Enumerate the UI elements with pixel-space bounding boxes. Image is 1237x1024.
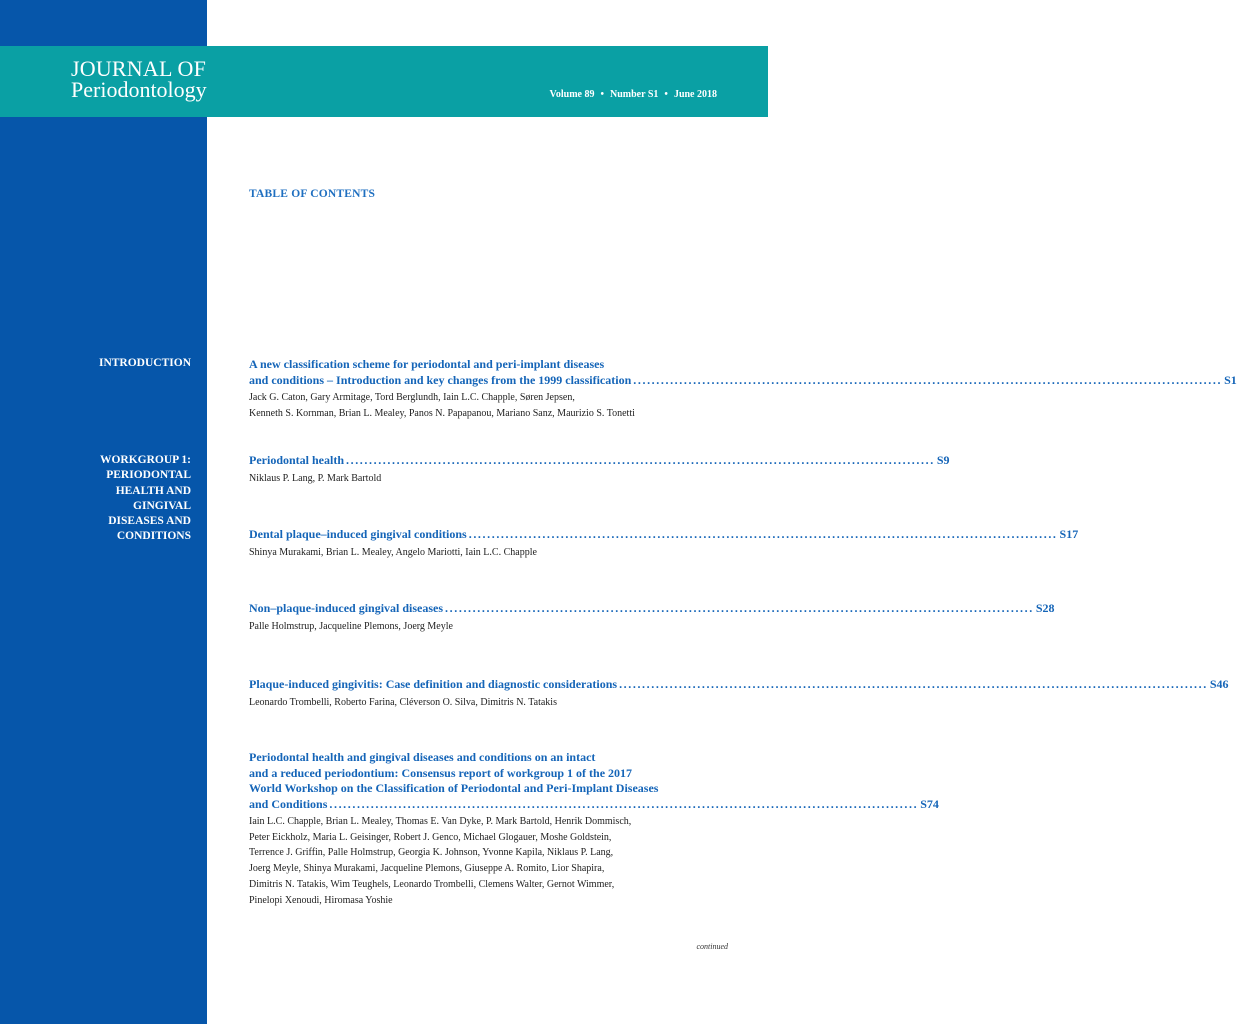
continued-note: continued bbox=[696, 942, 728, 951]
entry-title-line: Periodontal health and gingival diseases and conditions on an intact bbox=[249, 750, 596, 764]
entry-authors: Iain L.C. Chapple, Brian L. Mealey, Thomas E. Van Dyke, P. Mark Bartold, Henrik Dommisch, Peter Eickholz, Maria L. Geisinger, Robert J. Genco, Michael Glogauer, Moshe Goldstein, Terrence J. Griffin, Palle Holmstrup, Georgia K. Johnson, Yvonne Kapila, Niklaus P. Lang, Joerg Meyle, Shinya Murakami, Jacqueline Plemons, Giuseppe A. Romito, Lior Shapira, Dimitris N. Tatakis, Wim Teughels, Leonardo Trombelli, Clemens Walter, Gernot Wimmer, Pinelopi Xenoudi, Hiromasa Yoshie bbox=[249, 816, 632, 906]
entry-title-line-last bbox=[249, 601, 1055, 617]
entry-authors: Leonardo Trombelli, Roberto Farina, Cléverson O. Silva, Dimitris N. Tatakis bbox=[249, 696, 557, 708]
journal-logo bbox=[71, 58, 207, 100]
entry-page-number: S28 bbox=[1035, 601, 1055, 615]
entry-page-number: S1 bbox=[1224, 372, 1237, 387]
toc-entry[interactable] bbox=[249, 453, 950, 486]
number-label: Number S1 bbox=[609, 89, 659, 100]
leader-dots: ................................................................................................................................ bbox=[346, 453, 935, 467]
entry-authors: Niklaus P. Lang, P. Mark Bartold bbox=[249, 472, 382, 484]
leader-dots: ................................................................................................................................ bbox=[329, 796, 919, 811]
toc-entry[interactable] bbox=[249, 601, 1055, 634]
entry-title-line: Non–plaque-induced gingival diseases bbox=[249, 601, 444, 615]
entry-title-line: and a reduced periodontium: Consensus report of workgroup 1 of the 2017 bbox=[249, 765, 633, 780]
entry-title[interactable] bbox=[249, 677, 1229, 693]
journal-name-line2: Periodontology bbox=[71, 77, 207, 102]
entry-authors: Palle Holmstrup, Jacqueline Plemons, Joerg Meyle bbox=[249, 620, 453, 632]
entry-title[interactable] bbox=[249, 601, 1055, 617]
entry-title[interactable] bbox=[249, 453, 950, 469]
entry-title-line: World Workshop on the Classification of Periodontal and Peri-Implant Diseases bbox=[249, 781, 659, 795]
toc-entry[interactable] bbox=[249, 527, 1079, 560]
entry-title-line-last bbox=[249, 796, 939, 813]
volume-label: Volume 89 bbox=[549, 89, 595, 100]
entry-title-line: and conditions – Introduction and key changes from the 1999 classification bbox=[249, 372, 632, 387]
entry-title-line-last bbox=[249, 453, 950, 469]
section-label-introduction: INTRODUCTION bbox=[98, 357, 191, 369]
entry-title-line-last bbox=[249, 677, 1229, 693]
entry-authors: Shinya Murakami, Brian L. Mealey, Angelo Mariotti, Iain L.C. Chapple bbox=[249, 546, 537, 558]
entry-title-line: Periodontal health bbox=[249, 453, 344, 467]
journal-name-line1: JOURNAL OF bbox=[71, 56, 207, 81]
leader-dots: ................................................................................................................................ bbox=[633, 372, 1223, 387]
toc-entry[interactable] bbox=[249, 750, 939, 908]
entry-title-line: Dental plaque–induced gingival conditions bbox=[249, 527, 467, 541]
entry-title[interactable] bbox=[249, 527, 1079, 543]
toc-heading: TABLE OF CONTENTS bbox=[249, 188, 376, 200]
entry-page-number: S74 bbox=[920, 796, 939, 811]
entry-title-line: A new classification scheme for periodontal and peri-implant diseases bbox=[249, 357, 605, 371]
leader-dots: ................................................................................................................................ bbox=[468, 527, 1058, 541]
entry-page-number: S17 bbox=[1059, 527, 1079, 541]
leader-dots: ................................................................................................................................ bbox=[445, 601, 1034, 615]
entry-title-line-last bbox=[249, 372, 1237, 389]
entry-page-number: S9 bbox=[936, 453, 950, 467]
entry-page-number: S46 bbox=[1209, 677, 1229, 691]
section-label-workgroup-1: WORKGROUP 1: PERIODONTAL HEALTH AND GINGIVAL DISEASES AND CONDITIONS bbox=[99, 454, 191, 543]
entry-title[interactable] bbox=[249, 750, 939, 812]
entry-authors: Jack G. Caton, Gary Armitage, Tord Berglundh, Iain L.C. Chapple, Søren Jepsen, Kenneth S. Kornman, Brian L. Mealey, Panos N. Papapanou, Mariano Sanz, Maurizio S. Tonetti bbox=[249, 392, 635, 419]
entry-title-line: Plaque-induced gingivitis: Case definition and diagnostic considerations bbox=[249, 677, 618, 691]
issue-info bbox=[550, 89, 717, 100]
entry-title-line-last bbox=[249, 527, 1079, 543]
entry-title-line: and Conditions bbox=[249, 796, 328, 811]
separator: • bbox=[664, 89, 668, 100]
leader-dots: ................................................................................................................................ bbox=[619, 677, 1208, 691]
separator: • bbox=[600, 89, 604, 100]
toc-entry[interactable] bbox=[249, 357, 1237, 421]
toc-entry[interactable] bbox=[249, 677, 1229, 710]
date-label: June 2018 bbox=[673, 89, 717, 100]
entry-title[interactable] bbox=[249, 357, 1237, 388]
